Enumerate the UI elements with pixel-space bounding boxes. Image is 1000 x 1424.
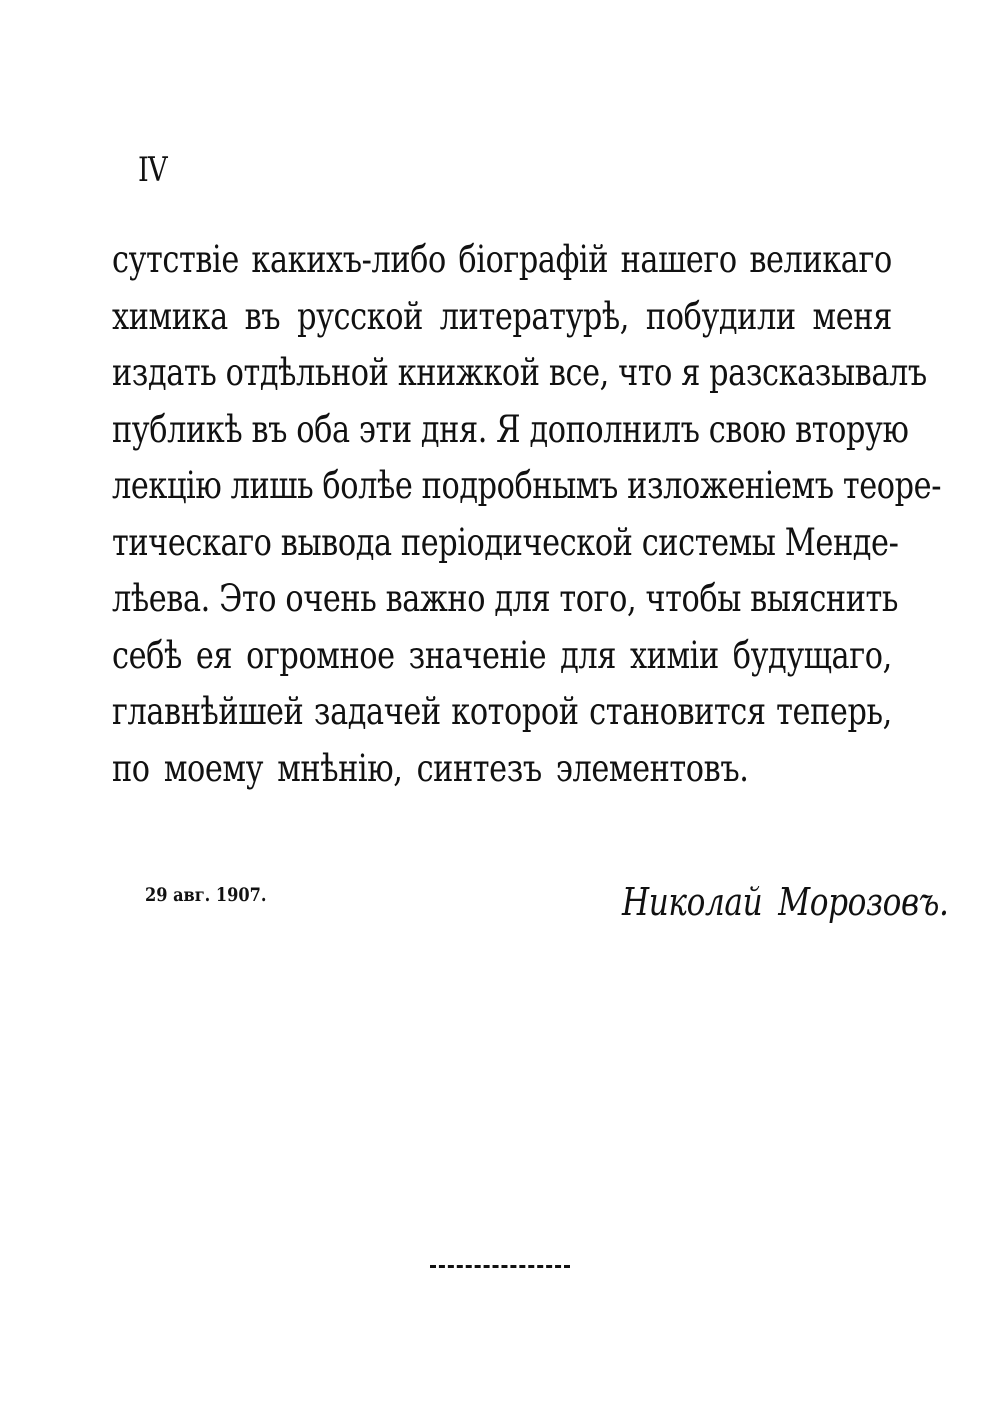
end-rule-divider bbox=[430, 1265, 570, 1268]
author-signature: Николай Морозовъ. bbox=[622, 880, 949, 924]
text-line: лѣева. Это очень важно для того, чтобы выяснить bbox=[112, 577, 899, 620]
date: 29 авг. 1907. bbox=[145, 884, 267, 906]
text-line: тическаго вывода періодической системы Менде- bbox=[112, 520, 899, 564]
text-line: публикѣ въ оба эти дня. Я дополнилъ свою вторую bbox=[112, 407, 909, 451]
text-line: лекцію лишь болѣе подробнымъ изложеніемъ теоре- bbox=[112, 464, 942, 507]
text-line: химика въ русской литературѣ, побудили меня bbox=[112, 294, 892, 338]
text-line: по моему мнѣнію, синтезъ элементовъ. bbox=[112, 746, 749, 790]
page-number: IV bbox=[138, 150, 167, 190]
text-line: себѣ ея огромное значеніе для химіи будущаго, bbox=[112, 633, 892, 677]
text-line: издать отдѣльной книжкой все, что я разсказывалъ bbox=[112, 351, 927, 394]
body-text bbox=[112, 232, 942, 797]
text-line: главнѣйшей задачей которой становится теперь, bbox=[112, 690, 892, 733]
text-line: сутствіе какихъ-либо біографій нашего великаго bbox=[112, 238, 892, 281]
